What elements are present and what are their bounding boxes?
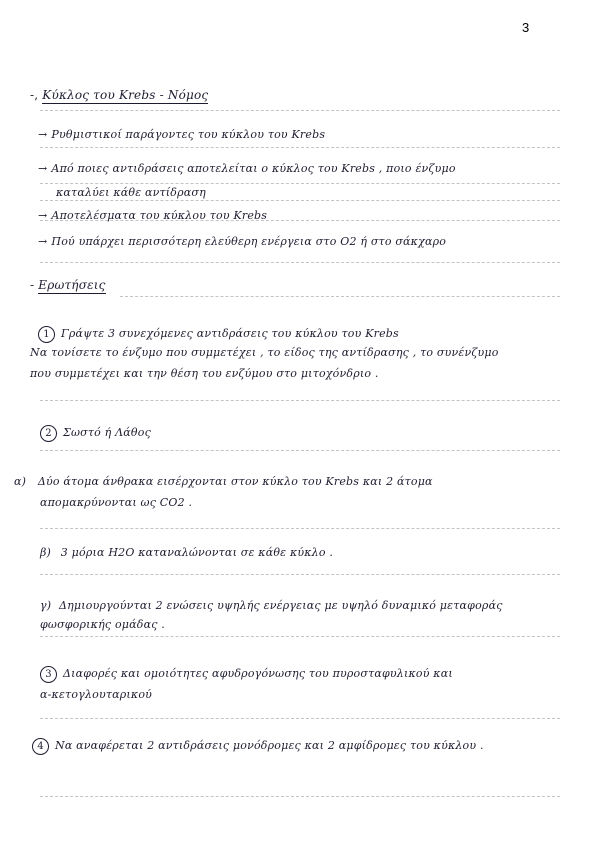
- ruled-line: [40, 796, 560, 797]
- statement-a-label: α): [14, 475, 27, 488]
- question-number-3: 3: [40, 666, 57, 683]
- statement-b-label: β): [40, 546, 52, 559]
- arrow-icon: →: [38, 128, 48, 141]
- bullet-item: [38, 235, 446, 248]
- bullet-item: [38, 162, 456, 175]
- ruled-line: [40, 450, 560, 451]
- page-number: 3: [522, 20, 530, 35]
- bullet-text: Ρυθμιστικοί παράγοντες του κύκλου του Krebs: [51, 128, 326, 141]
- ruled-line: [40, 183, 560, 184]
- question-number-4: 4: [32, 738, 49, 755]
- ruled-line: [40, 574, 560, 575]
- dash-mark: -: [30, 278, 35, 292]
- question-number-2: 2: [40, 425, 57, 442]
- question-2: [40, 425, 151, 442]
- ruled-line: [40, 528, 560, 529]
- dash-mark: -,: [30, 88, 39, 102]
- bullet-item: [38, 209, 267, 222]
- question-1-line-2: Να τονίσετε το ένζυμο που συμμετέχει , το είδος της αντίδρασης , το συνένζυμο: [30, 346, 499, 359]
- question-4: [32, 738, 484, 755]
- question-4-line-1: Να αναφέρεται 2 αντιδράσεις μονόδρομες και 2 αμφίδρομες του κύκλου .: [55, 739, 484, 752]
- ruled-line: [40, 147, 560, 148]
- ruled-line: [40, 200, 560, 201]
- ruled-line: [120, 296, 560, 297]
- statement-a: [14, 475, 433, 488]
- question-2-heading: Σωστό ή Λάθος: [63, 426, 151, 439]
- questions-heading-text: Ερωτήσεις: [38, 278, 106, 292]
- bullet-item: [38, 128, 325, 141]
- question-3-line-2: α-κετογλουταρικού: [40, 688, 153, 701]
- question-3: [40, 666, 453, 683]
- question-3-line-1: Διαφορές και ομοιότητες αφυδρογόνωσης του πυροσταφυλικού και: [63, 667, 453, 680]
- arrow-icon: →: [38, 235, 48, 248]
- statement-c: [40, 599, 503, 612]
- bullet-continuation: καταλύει κάθε αντίδραση: [56, 186, 206, 199]
- questions-heading: [30, 278, 106, 292]
- statement-b: [40, 546, 333, 559]
- arrow-icon: →: [38, 209, 48, 222]
- question-1: [38, 326, 399, 343]
- question-number-1: 1: [38, 326, 55, 343]
- ruled-line: [40, 110, 560, 111]
- statement-b-text: 3 μόρια H2O καταναλώνονται σε κάθε κύκλο .: [60, 546, 334, 559]
- arrow-icon: →: [38, 162, 48, 175]
- statement-a-line-2: απομακρύνονται ως CO2 .: [40, 496, 193, 509]
- question-1-line-3: που συμμετέχει και την θέση του ενζύμου στο μιτοχόνδριο .: [30, 367, 379, 380]
- question-1-line-1: Γράψτε 3 συνεχόμενες αντιδράσεις του κύκλου του Krebs: [61, 327, 399, 340]
- ruled-line: [40, 718, 560, 719]
- bullet-text: Από ποιες αντιδράσεις αποτελείται ο κύκλος του Krebs , ποιο ένζυμο: [51, 162, 456, 175]
- statement-a-line-1: Δύο άτομα άνθρακα εισέρχονται στον κύκλο του Krebs και 2 άτομα: [37, 475, 433, 488]
- statement-c-line-2: φωσφορικής ομάδας .: [40, 618, 165, 631]
- ruled-line: [40, 636, 560, 637]
- bullet-text: Πού υπάρχει περισσότερη ελεύθερη ενέργεια στο Ο2 ή στο σάκχαρο: [51, 235, 447, 248]
- statement-c-label: γ): [40, 599, 52, 612]
- title-text: Κύκλος του Krebs - Νόμος: [42, 88, 209, 102]
- ruled-line: [40, 262, 560, 263]
- ruled-line: [40, 400, 560, 401]
- statement-c-line-1: Δημιουργούνται 2 ενώσεις υψηλής ενέργειας με υψηλό δυναμικό μεταφοράς: [58, 599, 503, 612]
- bullet-text: Αποτελέσματα του κύκλου του Krebs: [51, 209, 268, 222]
- title: [30, 88, 208, 102]
